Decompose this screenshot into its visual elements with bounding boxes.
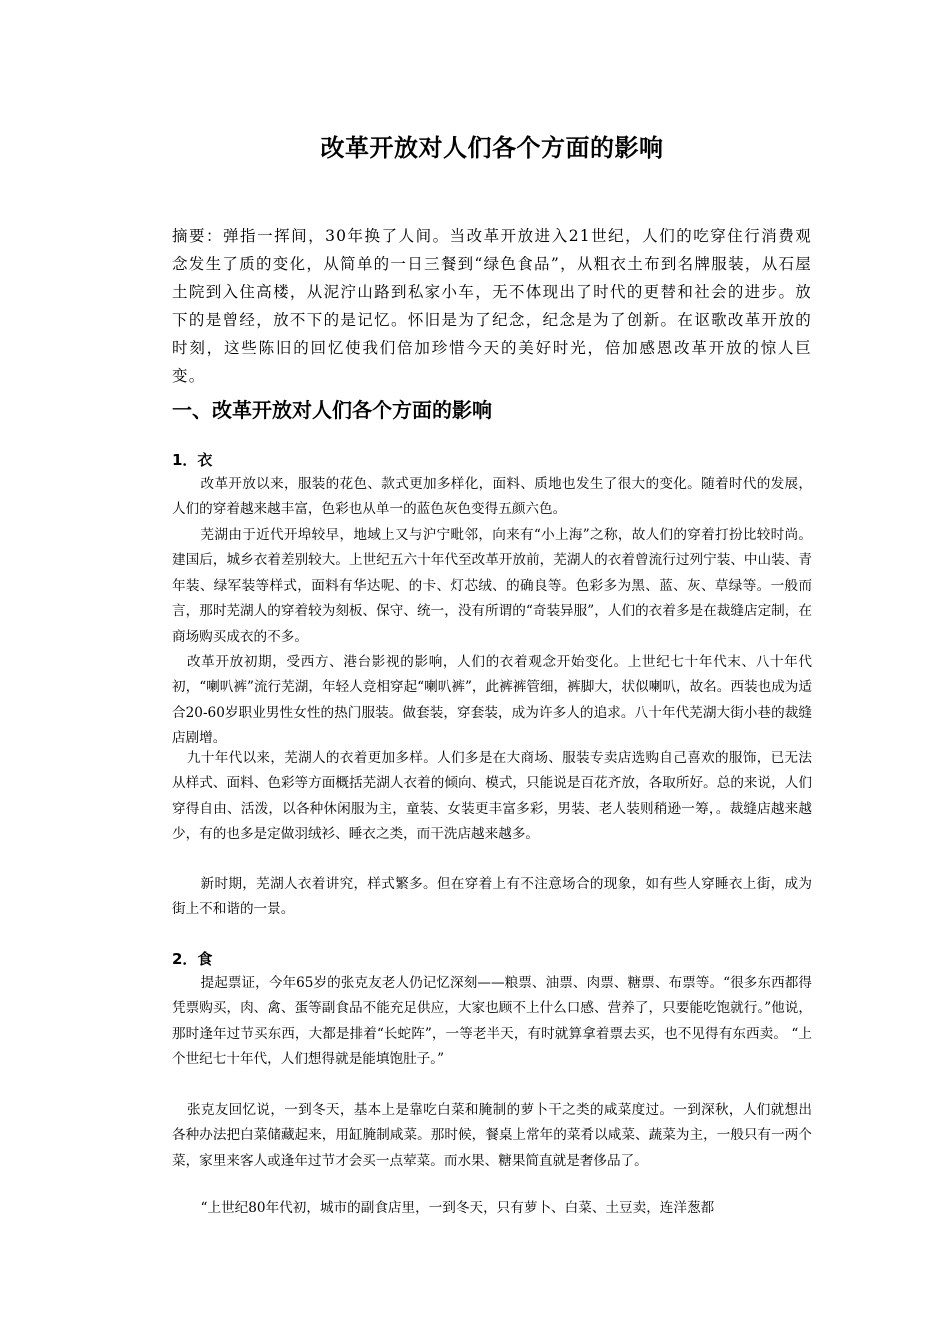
paragraph: 改革开放初期，受西方、港台影视的影响，人们的衣着观念开始变化。上世纪七十年代末、八十年代初，“喇叭裤”流行芜湖，年轻人竞相穿起“喇叭裤”，此裤裤管细，裤脚大，状似喇叭，故名。西装也成为适合20-60岁职业男性女性的热门服装。做套装，穿套装，成为许多人的追求。八十年代芜湖大街小巷的裁缝店剧增。 [172,654,812,747]
subsection-heading-clothing: 1．衣 [172,451,213,469]
section-heading: 一、改革开放对人们各个方面的影响 [172,398,492,422]
paragraph: 新时期，芜湖人衣着讲究，样式繁多。但在穿着上有不注意场合的现象，如有些人穿睡衣上街，成为街上不和谐的一景。 [172,876,812,918]
paragraph: “上世纪80年代初，城市的副食店里，一到冬天，只有萝卜、白菜、土豆卖，连洋葱都 [200,1200,715,1216]
abstract-paragraph: 摘要：弹指一挥间，30年换了人间。当改革开放进入21世纪，人们的吃穿住行消费观念发生了质的变化，从简单的一日三餐到“绿色食品”，从粗衣土布到名牌服装，从石屋土院到入住高楼，从泥泞山路到私家小车，无不体现出了时代的更替和社会的进步。放下的是曾经，放不下的是记忆。怀旧是为了纪念，纪念是为了创新。在讴歌改革开放的时刻，这些陈旧的回忆使我们倍加珍惜今天的美好时光，倍加感恩改革开放的惊人巨变。 [172,227,812,385]
paragraph: 改革开放以来，服装的花色、款式更加多样化，面料、质地也发生了很大的变化。随着时代的发展，人们的穿着越来越丰富，色彩也从单一的蓝色灰色变得五颜六色。 [172,476,812,518]
paragraph: 九十年代以来，芜湖人的衣着更加多样。人们多是在大商场、服装专卖店选购自己喜欢的服饰，已无法从样式、面料、色彩等方面概括芜湖人衣着的倾向、模式，只能说是百花齐放，各取所好。总的来说，人们穿得自由、活泼，以各种休闲服为主，童装、女装更丰富多彩，男装、老人装则稍逊一筹，。裁缝店越来越少，有的也多是定做羽绒衫、睡衣之类，而干洗店越来越多。 [172,750,812,843]
paragraph: 芜湖由于近代开埠较早，地域上又与沪宁毗邻，向来有“小上海”之称，故人们的穿着打扮比较时尚。建国后，城乡衣着差别较大。上世纪五六十年代至改革开放前，芜湖人的衣着曾流行过列宁装、中山装、青年装、绿军装等样式，面料有华达呢、的卡、灯芯绒、的确良等。色彩多为黑、蓝、灰、草绿等。一般而言，那时芜湖人的穿着较为刻板、保守、统一，没有所谓的“奇装异服”，人们的衣着多是在裁缝店定制，在商场购买成衣的不多。 [172,527,812,645]
subsection-heading-food: 2．食 [172,950,213,968]
paragraph: 张克友回忆说，一到冬天，基本上是靠吃白菜和腌制的萝卜干之类的咸菜度过。一到深秋，人们就想出各种办法把白菜储藏起来，用缸腌制咸菜。那时候，餐桌上常年的菜肴以咸菜、蔬菜为主，一般只有一两个菜，家里来客人或逢年过节才会买一点荤菜。而水果、糖果简直就是奢侈品了。 [172,1102,812,1169]
page-title: 改革开放对人们各个方面的影响 [320,134,664,162]
paragraph: 提起票证，今年65岁的张克友老人仍记忆深刻——粮票、油票、肉票、糖票、布票等。“很多东西都得凭票购买，肉、禽、蛋等副食品不能充足供应，大家也顾不上什么口感、营养了，只要能吃饱就行。”他说，那时逢年过节买东西，大都是排着“长蛇阵”，一等老半天，有时就算拿着票去买，也不见得有东西卖。 “上个世纪七十年代，人们想得就是能填饱肚子。” [172,975,812,1068]
